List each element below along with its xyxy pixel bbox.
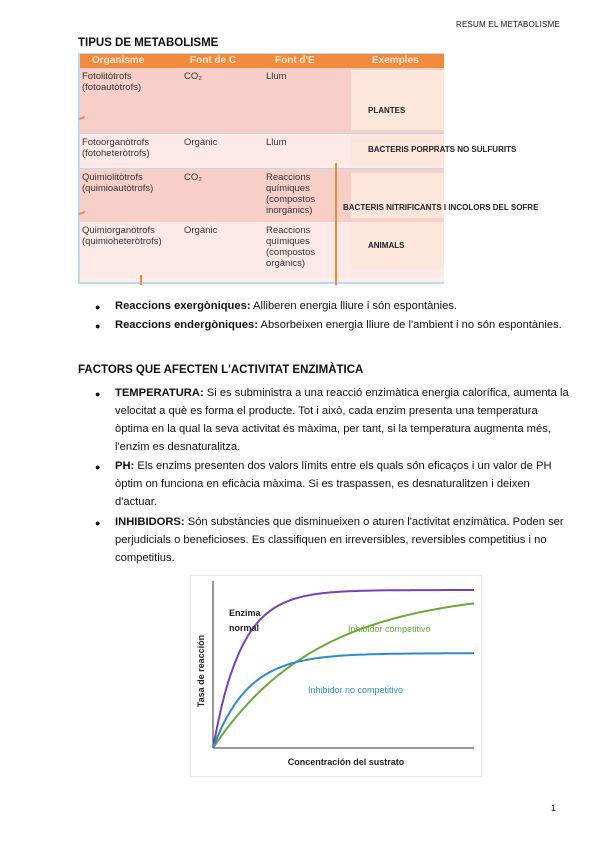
bullet-text: Els enzims presenten dos valors límits entre els quals són eficaços i un valor de PH [134, 460, 552, 472]
cell-font-e: Reaccions [266, 225, 311, 236]
example-label: ANIMALS [368, 241, 405, 250]
cell-font-e: Llum [266, 137, 287, 148]
bullet-text-line: competitius. [115, 552, 175, 564]
bullet-icon: ● [95, 321, 101, 331]
curve-label-competitive: Inhibidor competitivo [348, 624, 431, 634]
col-header-font-c: Font de C [190, 55, 237, 66]
bullet-text-line: d'actuar. [115, 496, 157, 508]
orange-arrow-line [335, 163, 337, 285]
cell-organisme-alt: (fotoheteròtrofs) [82, 148, 150, 159]
cell-font-e: (compostos [266, 194, 316, 205]
enzyme-kinetics-figure [190, 575, 482, 777]
section-title-metabolism-types: TIPUS DE METABOLISME [78, 37, 219, 49]
cell-organisme-alt: (quimioautòtrofs) [82, 183, 154, 194]
bullet-exergonic [115, 300, 457, 312]
example-cell-bg [351, 70, 444, 130]
cell-organisme: Quimiolitòtrofs [82, 172, 143, 183]
bullet-text-line: l'enzim es desnaturalitza. [115, 441, 241, 453]
bullet-text-line: perjudicials o beneficioses. Es classifiquen en irreversibles, reversibles competitius i no [115, 534, 547, 546]
bullet-icon: ● [95, 389, 101, 399]
cell-font-e: (compostos [266, 247, 316, 258]
bullet-label: TEMPERATURA: [115, 387, 204, 399]
page-number: 1 [551, 803, 557, 813]
table-bottom-strip [80, 277, 444, 282]
bullet-text: Alliberen energia lliure i són espontànies. [250, 300, 458, 312]
cell-organisme-alt: (fotoautòtrofs) [82, 82, 142, 93]
table-row [80, 169, 444, 222]
cell-font-c: CO₂ [184, 71, 202, 82]
bullet-icon: ● [95, 518, 101, 528]
bullet-label: Reaccions exergòniques: [115, 300, 251, 312]
bullet-text: Si es subministra a una reacció enzimàtica energia calorífica, aumenta la [203, 387, 569, 399]
curve-2 [213, 653, 474, 748]
x-axis-label: Concentración del sustrato [287, 757, 405, 767]
bullet-text-line: òptim on funciona en eficàcia màxima. Si es traspassen, es desnaturalitzen i deixen [115, 478, 530, 490]
col-header-font-e: Font d'E [275, 55, 315, 66]
bullet-label: INHIBIDORS: [115, 516, 185, 528]
cell-font-e: Reaccions [266, 172, 311, 183]
orange-arrow-line [140, 275, 142, 285]
bullet-label: PH: [115, 460, 135, 472]
example-label: BACTERIS PORPRATS NO SULFURITS [368, 145, 517, 154]
bullet-endergonic [115, 319, 562, 331]
curve-label-normal: normal [229, 623, 260, 633]
table-row [80, 68, 444, 133]
bullet-label: Reaccions endergòniques: [115, 319, 258, 331]
bullet-ph [115, 460, 552, 472]
bullet-icon: ● [95, 302, 101, 312]
cell-font-e: Llum [266, 71, 287, 82]
cell-organisme: Quimiorganòtrofs [82, 225, 155, 236]
cell-font-e: químiques [266, 236, 310, 247]
page-header: RESUM EL METABOLISME [455, 20, 560, 29]
kinetics-graph [191, 576, 481, 776]
cell-font-c: CO₂ [184, 172, 202, 183]
section-title-enzyme-factors: FACTORS QUE AFECTEN L'ACTIVITAT ENZIMÀTICA [78, 364, 364, 376]
example-label: BACTERIS NITRIFICANTS I INCOLORS DEL SOFRE [343, 203, 539, 212]
bullet-icon: ● [95, 462, 101, 472]
col-header-exemples: Exemples [372, 55, 419, 66]
curve-label-normal: Enzima [229, 608, 261, 618]
cell-organisme-alt: (quimioheteròtrofs) [82, 236, 162, 247]
cell-font-e: químiques [266, 183, 310, 194]
cell-font-c: Orgànic [184, 137, 218, 148]
bullet-temperature [115, 387, 569, 399]
curve-label-noncompetitive: Inhibidor no competitivo [308, 685, 404, 695]
table-header [80, 54, 444, 68]
bullet-text: Són substàncies que disminueixen o aturen l'activitat enzimàtica. Poden ser [184, 516, 564, 528]
y-axis-label: Tasa de reacción [196, 634, 206, 708]
cell-font-e: inorgànics) [266, 205, 313, 216]
bullet-text-line: velocitat a què es forma el producte. Tot i això, cada enzim presenta una temperatura [115, 405, 538, 417]
bullet-inhibitors [115, 516, 564, 528]
example-label: PLANTES [368, 106, 406, 115]
cell-organisme: Fotoorganòtrofs [82, 137, 150, 148]
cell-organisme: Fotolitòtrofs [82, 71, 132, 82]
cell-font-e: orgànics) [266, 258, 306, 269]
col-header-organisme: Organisme [92, 55, 145, 66]
cell-font-c: Orgànic [184, 225, 218, 236]
bullet-text-line: òptima en la qual la seva activitat és màxima, per tant, si la temperatura augmenta més, [115, 423, 551, 435]
bullet-text: Absorbeixen energia lliure de l'ambient i no són espontànies. [258, 319, 562, 331]
